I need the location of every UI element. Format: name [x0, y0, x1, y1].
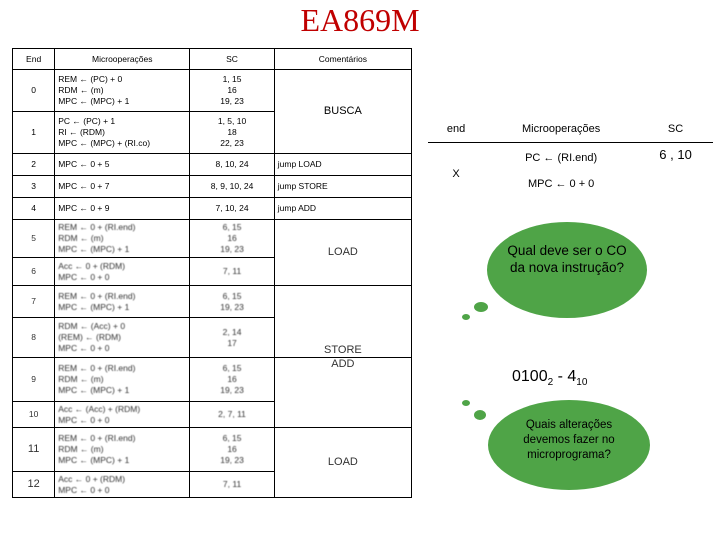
- micro-line: MPC ← (MPC) + (RI.co): [58, 138, 151, 148]
- table-row: [13, 220, 412, 258]
- table-row: [13, 176, 412, 198]
- micro-line: Acc ← 0 + (RDM): [58, 260, 126, 271]
- header-microoperations: Microoperações: [55, 49, 190, 70]
- table-row: [13, 358, 412, 402]
- micro-line: REM ← 0 + (RI.end): [58, 290, 136, 301]
- comment-store: STORE: [274, 286, 411, 358]
- table-header-row: [13, 49, 412, 70]
- row-sc: 7, 11: [190, 472, 274, 498]
- bubble-tail-dot: [462, 314, 470, 320]
- row-sc: 7, 11: [190, 258, 274, 286]
- micro-line: RDM ← (m): [58, 233, 104, 243]
- sc-line: 17: [227, 337, 237, 348]
- header-comments: Comentários: [274, 49, 411, 70]
- sc-line: 16: [227, 85, 237, 95]
- row-end: 11: [13, 428, 55, 472]
- row-sc: [190, 220, 274, 258]
- comment-load: LOAD: [274, 220, 411, 286]
- side-micro-line: MPC ← 0 + 0: [527, 177, 595, 190]
- row-end: 10: [13, 402, 55, 428]
- row-comment: jump ADD: [274, 198, 411, 220]
- sc-line: 16: [227, 233, 237, 243]
- row-micro: [55, 472, 190, 498]
- sc-line: 19, 23: [220, 244, 244, 254]
- micro-line: (REM) ← (RDM): [58, 332, 122, 342]
- sc-line: 1, 15: [222, 74, 242, 84]
- micro-line: Acc ← 0 + (RDM): [58, 473, 126, 484]
- row-comment: jump STORE: [274, 176, 411, 198]
- table-row: [13, 286, 412, 318]
- row-sc: [190, 358, 274, 402]
- sc-line: 6, 15: [222, 433, 242, 443]
- bubble-tail-dot: [474, 302, 488, 312]
- comment-load-2: LOAD: [274, 428, 411, 498]
- comment-add: ADD: [274, 358, 411, 428]
- micro-line: RDM ← (m): [58, 85, 104, 95]
- row-micro: [55, 286, 190, 318]
- micro-line: MPC ← 0 + 0: [58, 271, 110, 282]
- micro-line: MPC ← (MPC) + 1: [58, 244, 130, 254]
- micro-line: RDM ← (m): [58, 374, 104, 384]
- row-micro: [55, 428, 190, 472]
- conversion-separator: -: [553, 368, 568, 385]
- side-micro-line: PC ← (RI.end): [525, 151, 598, 164]
- sc-line: 2, 14: [222, 326, 242, 337]
- sc-line: 1, 5, 10: [217, 116, 247, 126]
- side-end: X: [452, 167, 460, 180]
- micro-line: REM ← 0 + (RI.end): [58, 363, 136, 373]
- table-row: [13, 70, 412, 112]
- new-instruction-table: [428, 116, 713, 199]
- row-end: 12: [13, 472, 55, 498]
- row-sc: 7, 10, 24: [190, 198, 274, 220]
- header-sc: SC: [190, 49, 274, 70]
- row-sc: [190, 318, 274, 358]
- bubble-tail-dot: [462, 400, 470, 406]
- row-micro: [55, 318, 190, 358]
- row-sc: 8, 9, 10, 24: [190, 176, 274, 198]
- micro-line: MPC ← 0 + 0: [58, 414, 110, 425]
- sc-line: 19, 23: [220, 96, 244, 106]
- row-micro: [55, 112, 190, 154]
- sc-line: 16: [227, 374, 237, 384]
- sc-line: 19, 23: [220, 301, 244, 312]
- sc-line: 19, 23: [220, 455, 244, 465]
- micro-line: RDM ← (Acc) + 0: [58, 321, 126, 331]
- row-end: 6: [13, 258, 55, 286]
- sc-line: 6, 15: [222, 363, 242, 373]
- row-sc: [190, 286, 274, 318]
- micro-line: REM ← (PC) + 0: [58, 74, 123, 84]
- side-header-end: end: [428, 116, 484, 142]
- table-row: [13, 428, 412, 472]
- decimal-base: 10: [576, 377, 588, 389]
- comment-busca: BUSCA: [274, 70, 411, 154]
- side-header-row: [428, 116, 713, 142]
- row-micro: [55, 358, 190, 402]
- row-micro: [55, 402, 190, 428]
- micro-line: MPC ← 0 + 0: [58, 484, 110, 495]
- row-micro: MPC ← 0 + 7: [55, 176, 190, 198]
- side-micro: [484, 142, 638, 199]
- row-sc: [190, 112, 274, 154]
- row-sc: [190, 428, 274, 472]
- micro-line: REM ← 0 + (RI.end): [58, 433, 136, 443]
- table-row: [13, 198, 412, 220]
- sc-line: 6, 15: [222, 222, 242, 232]
- sc-line: 22, 23: [220, 138, 244, 148]
- question-bubble-opcode: [487, 222, 647, 318]
- side-row: [428, 142, 713, 199]
- microprogram-table: [12, 48, 412, 498]
- micro-line: PC ← (PC) + 1: [58, 116, 116, 126]
- row-micro: MPC ← 0 + 9: [55, 198, 190, 220]
- bubble-tail-dot: [474, 410, 486, 420]
- micro-line: MPC ← 0 + 0: [58, 343, 110, 353]
- micro-line: MPC ← (MPC) + 1: [58, 96, 130, 106]
- question-text-changes: Quais alterações devemos fazer no microprograma?: [523, 419, 615, 461]
- question-text-opcode: Qual deve ser o CO da nova instrução?: [507, 243, 627, 275]
- row-end: 9: [13, 358, 55, 402]
- row-end: 8: [13, 318, 55, 358]
- side-header-sc: SC: [638, 116, 713, 142]
- micro-line: MPC ← (MPC) + 1: [58, 455, 130, 465]
- side-header-micro: Microoperações: [484, 116, 638, 142]
- question-bubble-changes: [488, 400, 650, 490]
- opcode-conversion: [512, 368, 587, 388]
- micro-line: MPC ← (MPC) + 1: [58, 385, 130, 395]
- row-end: 2: [13, 154, 55, 176]
- slide-title: EA869M: [300, 2, 420, 38]
- row-end: 5: [13, 220, 55, 258]
- row-end: 7: [13, 286, 55, 318]
- binary-base: 2: [547, 377, 554, 389]
- sc-line: 16: [227, 444, 237, 454]
- row-end: 0: [13, 70, 55, 112]
- sc-line: 19, 23: [220, 385, 244, 395]
- micro-line: Acc ← (Acc) + (RDM): [58, 403, 141, 414]
- row-micro: [55, 220, 190, 258]
- row-sc: [190, 70, 274, 112]
- row-micro: [55, 70, 190, 112]
- micro-line: RI ← (RDM): [58, 127, 105, 137]
- row-end: 4: [13, 198, 55, 220]
- row-end: 3: [13, 176, 55, 198]
- row-comment: jump LOAD: [274, 154, 411, 176]
- decimal-value: 4: [567, 368, 577, 385]
- header-end: End: [13, 49, 55, 70]
- table-row: [13, 154, 412, 176]
- row-sc: 8, 10, 24: [190, 154, 274, 176]
- row-micro: MPC ← 0 + 5: [55, 154, 190, 176]
- micro-line: REM ← 0 + (RI.end): [58, 222, 136, 232]
- sc-line: 6, 15: [222, 290, 242, 301]
- row-end: 1: [13, 112, 55, 154]
- row-sc: 2, 7, 11: [190, 402, 274, 428]
- side-sc: 6 , 10: [659, 146, 692, 162]
- binary-value: 0100: [512, 368, 548, 385]
- micro-line: RDM ← (m): [58, 444, 104, 454]
- micro-line: MPC ← (MPC) + 1: [58, 301, 130, 312]
- sc-line: 18: [227, 127, 237, 137]
- row-micro: [55, 258, 190, 286]
